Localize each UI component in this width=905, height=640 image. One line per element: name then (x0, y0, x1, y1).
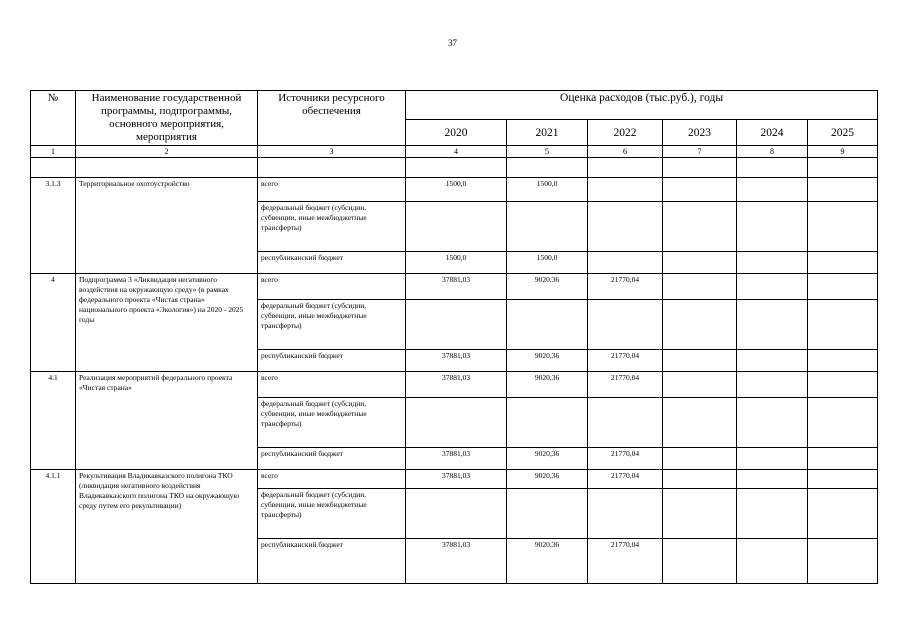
source-label: республиканский бюджет (258, 448, 406, 470)
page-number: 37 (448, 38, 457, 48)
value-cell: 9020,36 (507, 539, 588, 584)
value-cell: 37881,03 (406, 372, 507, 398)
value-cell (406, 300, 507, 350)
header-year: 2023 (663, 120, 737, 146)
value-cell: 1500,0 (507, 178, 588, 202)
row-name: Территориальное охотоустройство (76, 178, 258, 274)
value-cell (808, 350, 878, 372)
value-cell (808, 470, 878, 489)
value-cell (507, 202, 588, 252)
value-cell (737, 202, 808, 252)
value-cell (588, 398, 663, 448)
row-number: 3.1.3 (31, 178, 76, 274)
value-cell (808, 489, 878, 539)
value-cell: 21770,04 (588, 470, 663, 489)
value-cell (737, 274, 808, 300)
value-cell (808, 300, 878, 350)
value-cell: 9020,36 (507, 372, 588, 398)
source-label: федеральный бюджет (субсидии, субвенции, иные межбюджетные трансферты) (258, 398, 406, 448)
value-cell (737, 252, 808, 274)
value-cell (737, 470, 808, 489)
value-cell (507, 398, 588, 448)
budget-table (30, 90, 878, 584)
value-cell (808, 252, 878, 274)
value-cell (808, 372, 878, 398)
spacer-row (31, 158, 878, 178)
source-label: всего (258, 178, 406, 202)
value-cell: 9020,36 (507, 350, 588, 372)
row-name: Рекультивация Владикавказского полигона ТКО (ликвидация негативного воздействия Владикавказского полигона ТКО на окружающую среду путем его рекультивации) (76, 470, 258, 584)
spacer-cell (507, 158, 588, 178)
source-label: всего (258, 470, 406, 489)
index-cell: 2 (76, 146, 258, 158)
header-year: 2024 (737, 120, 808, 146)
index-cell: 5 (507, 146, 588, 158)
row-number: 4.1.1 (31, 470, 76, 584)
value-cell: 1500,0 (507, 252, 588, 274)
value-cell: 37881,03 (406, 350, 507, 372)
value-cell (808, 539, 878, 584)
value-cell (663, 300, 737, 350)
value-cell (808, 274, 878, 300)
table-row (31, 274, 878, 300)
value-cell (406, 398, 507, 448)
value-cell: 21770,04 (588, 539, 663, 584)
value-cell (808, 178, 878, 202)
value-cell (663, 202, 737, 252)
index-cell: 3 (258, 146, 406, 158)
value-cell (663, 252, 737, 274)
table-row (31, 470, 878, 489)
value-cell (588, 252, 663, 274)
spacer-cell (406, 158, 507, 178)
source-label: федеральный бюджет (субсидии, субвенции, иные межбюджетные трансферты) (258, 489, 406, 539)
spacer-cell (588, 158, 663, 178)
value-cell (406, 489, 507, 539)
spacer-cell (663, 158, 737, 178)
spacer-cell (76, 158, 258, 178)
index-cell: 9 (808, 146, 878, 158)
spacer-cell (258, 158, 406, 178)
value-cell (808, 398, 878, 448)
spacer-cell (737, 158, 808, 178)
value-cell: 37881,03 (406, 470, 507, 489)
index-cell: 8 (737, 146, 808, 158)
value-cell (663, 274, 737, 300)
value-cell: 9020,36 (507, 470, 588, 489)
value-cell: 1500,0 (406, 252, 507, 274)
header-name: Наименование государственной программы, подпрограммы, основного мероприятия, мероприятия (76, 91, 258, 146)
source-label: республиканский бюджет (258, 350, 406, 372)
value-cell (406, 202, 507, 252)
value-cell (663, 178, 737, 202)
source-label: федеральный бюджет (субсидии, субвенции, иные межбюджетные трансферты) (258, 202, 406, 252)
spacer-cell (31, 158, 76, 178)
value-cell (663, 448, 737, 470)
row-number: 4.1 (31, 372, 76, 470)
value-cell: 37881,03 (406, 539, 507, 584)
index-cell: 4 (406, 146, 507, 158)
value-cell (737, 350, 808, 372)
value-cell (588, 178, 663, 202)
row-name: Подпрограмма 3 «Ликвидация негативного воздействия на окружающую среду» (в рамках федерального проекта «Чистая страна» национального проекта «Экология») на 2020 - 2025 годы (76, 274, 258, 372)
value-cell (588, 300, 663, 350)
row-number: 4 (31, 274, 76, 372)
value-cell: 21770,04 (588, 350, 663, 372)
value-cell (588, 489, 663, 539)
index-cell: 6 (588, 146, 663, 158)
value-cell: 9020,36 (507, 448, 588, 470)
value-cell (808, 202, 878, 252)
header-year: 2021 (507, 120, 588, 146)
value-cell: 21770,04 (588, 274, 663, 300)
value-cell (737, 539, 808, 584)
table-row (31, 178, 878, 202)
header-num: № (31, 91, 76, 146)
value-cell (663, 350, 737, 372)
row-name: Реализация мероприятий федерального проекта «Чистая страна» (76, 372, 258, 470)
value-cell (737, 300, 808, 350)
value-cell: 37881,03 (406, 448, 507, 470)
table-row (31, 372, 878, 398)
header-estimate: Оценка расходов (тыс.руб.), годы (406, 91, 878, 120)
index-cell: 1 (31, 146, 76, 158)
value-cell (737, 489, 808, 539)
index-cell: 7 (663, 146, 737, 158)
value-cell (507, 489, 588, 539)
value-cell (808, 448, 878, 470)
value-cell (737, 372, 808, 398)
value-cell (737, 398, 808, 448)
spacer-cell (808, 158, 878, 178)
value-cell (663, 489, 737, 539)
header-source: Источники ресурсного обеспечения (258, 91, 406, 146)
value-cell: 9020,36 (507, 274, 588, 300)
source-label: всего (258, 372, 406, 398)
source-label: республиканский бюджет (258, 252, 406, 274)
value-cell (663, 398, 737, 448)
header-year: 2025 (808, 120, 878, 146)
header-year: 2022 (588, 120, 663, 146)
value-cell (663, 470, 737, 489)
value-cell (663, 539, 737, 584)
header-year: 2020 (406, 120, 507, 146)
source-label: федеральный бюджет (субсидии, субвенции, иные межбюджетные трансферты) (258, 300, 406, 350)
source-label: всего (258, 274, 406, 300)
value-cell: 21770,04 (588, 372, 663, 398)
value-cell (507, 300, 588, 350)
index-row (31, 146, 878, 158)
value-cell: 21770,04 (588, 448, 663, 470)
value-cell (737, 448, 808, 470)
value-cell: 1500,0 (406, 178, 507, 202)
value-cell (588, 202, 663, 252)
source-label: республиканский бюджет (258, 539, 406, 584)
value-cell (663, 372, 737, 398)
value-cell: 37881,03 (406, 274, 507, 300)
value-cell (737, 178, 808, 202)
